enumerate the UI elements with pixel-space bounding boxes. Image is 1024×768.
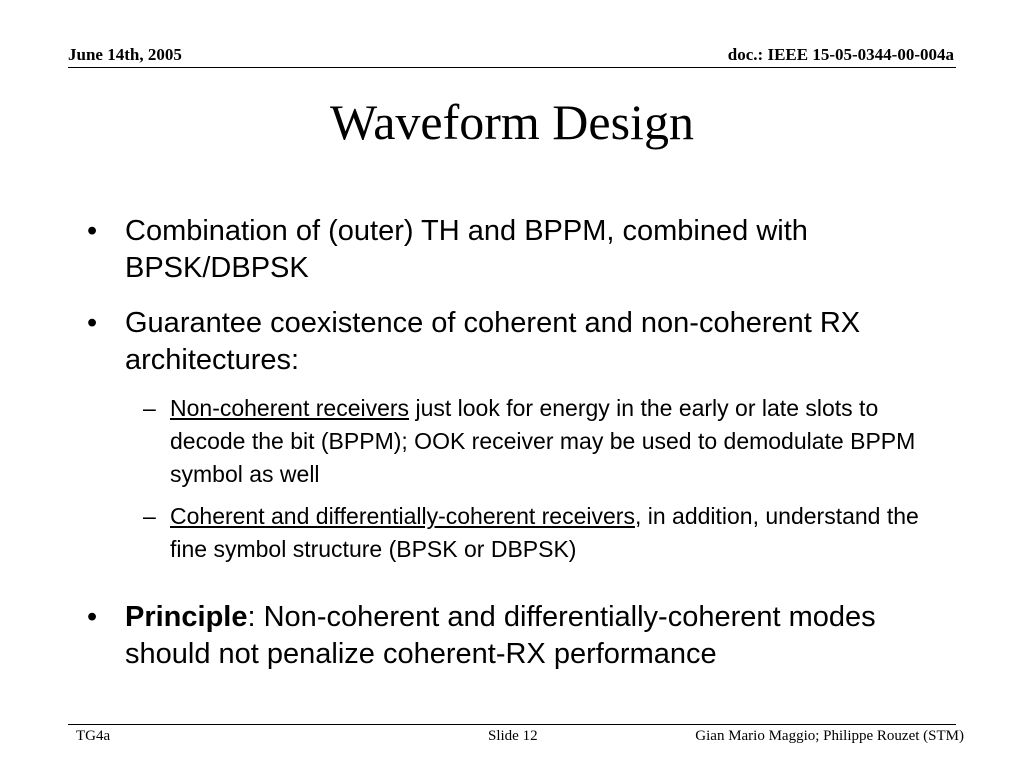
header-divider [68, 67, 956, 68]
footer-divider [68, 724, 956, 725]
footer-group: TG4a [76, 728, 111, 744]
footer-authors: Gian Mario Maggio; Philippe Rouzet (STM) [695, 728, 964, 744]
sub-bullet-item [143, 392, 933, 491]
sub-bullet-term: Coherent and differentially-coherent receivers [170, 503, 635, 529]
bullet-rest: : Non-coherent and differentially-coherent modes should not penalize coherent-RX performance [125, 601, 876, 670]
sub-bullet-term: Non-coherent receivers [170, 395, 410, 421]
bullet-marker: • [87, 307, 98, 339]
sub-bullet-marker: – [143, 395, 156, 421]
bullet-marker: • [87, 601, 98, 633]
bullet-item [87, 305, 957, 379]
bullet-bold-term: Principle [125, 601, 248, 633]
bullet-item [87, 599, 957, 673]
header-doc-id: doc.: IEEE 15-05-0344-00-004a [727, 45, 954, 64]
sub-bullet-text [170, 500, 933, 566]
slide-title: Waveform Design [330, 94, 694, 150]
sub-bullet-item [143, 500, 933, 566]
bullet-marker: • [87, 215, 98, 247]
header-date: June 14th, 2005 [68, 45, 182, 64]
sub-bullet-marker: – [143, 503, 156, 529]
sub-bullet-rest: just look for energy in the early or late slots to decode the bit (BPPM); OOK receiver may be used to demodulate BPPM symbol as well [170, 395, 916, 487]
bullet-item [87, 213, 957, 287]
footer-slide-number: Slide 12 [488, 728, 538, 744]
sub-bullet-text [170, 392, 933, 491]
bullet-text: Combination of (outer) TH and BPPM, combined with BPSK/DBPSK [125, 215, 808, 284]
sub-bullet-rest: , in addition, understand the fine symbol structure (BPSK or DBPSK) [170, 503, 919, 562]
bullet-text: Guarantee coexistence of coherent and non-coherent RX architectures: [125, 307, 861, 376]
bullet-text [125, 599, 957, 673]
